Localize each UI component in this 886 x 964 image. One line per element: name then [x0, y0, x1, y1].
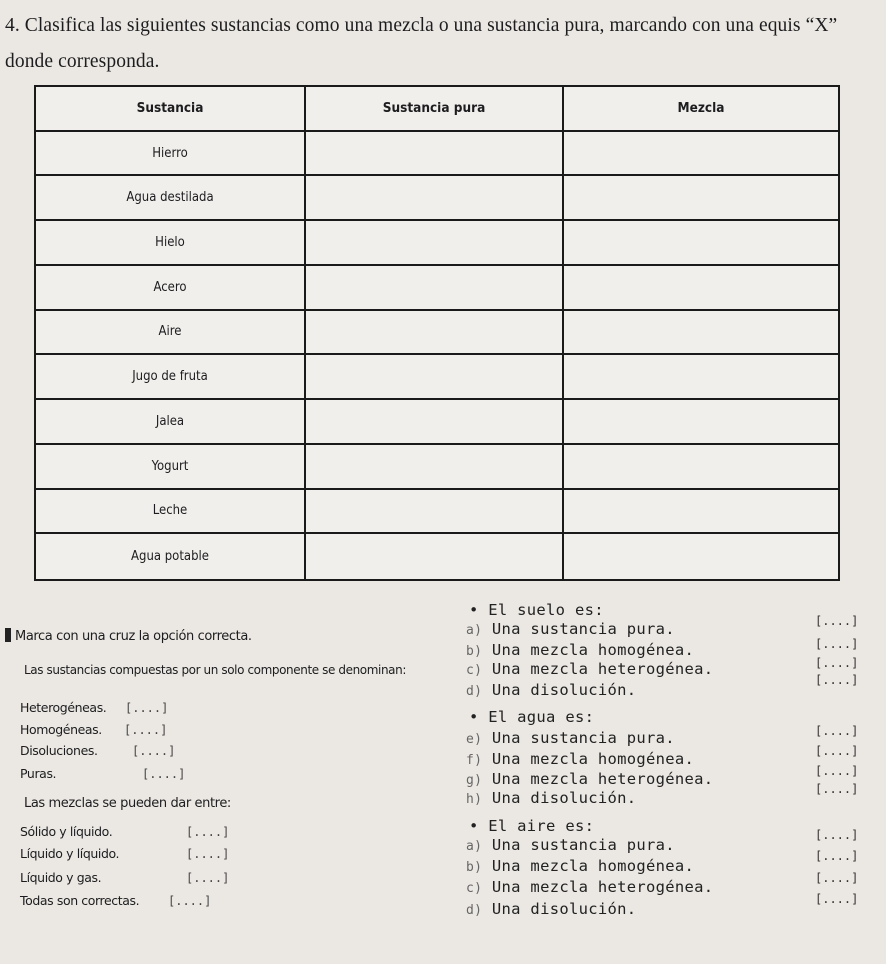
- answer-bracket[interactable]: [....]: [815, 673, 859, 687]
- right-option: a) Una sustancia pura.: [466, 620, 675, 638]
- answer-bracket[interactable]: [....]: [815, 724, 859, 738]
- row-label-yogurt: Yogurt: [36, 445, 306, 490]
- answer-bracket[interactable]: [....]: [815, 744, 859, 758]
- answer-cell-mezcla[interactable]: [564, 400, 838, 445]
- answer-bracket[interactable]: [....]: [815, 828, 859, 842]
- left-q2-option: Sólido y líquido.: [20, 824, 113, 839]
- answer-bracket[interactable]: [....]: [125, 701, 169, 715]
- answer-cell-mezcla[interactable]: [564, 266, 838, 311]
- answer-bracket[interactable]: [....]: [124, 723, 168, 737]
- left-q2-option: Todas son correctas.: [20, 893, 140, 908]
- row-label-agua-destilada: Agua destilada: [36, 176, 306, 221]
- answer-bracket[interactable]: [....]: [815, 871, 859, 885]
- left-q1-option: Disoluciones.: [20, 743, 98, 758]
- left-q2-option: Líquido y gas.: [20, 870, 102, 885]
- answer-cell-pura[interactable]: [306, 176, 564, 221]
- row-label-hierro: Hierro: [36, 132, 306, 177]
- answer-cell-mezcla[interactable]: [564, 355, 838, 400]
- answer-cell-pura[interactable]: [306, 221, 564, 266]
- answer-cell-mezcla[interactable]: [564, 534, 838, 579]
- answer-bracket[interactable]: [....]: [815, 782, 859, 796]
- answer-bracket[interactable]: [....]: [815, 656, 859, 670]
- row-label-hielo: Hielo: [36, 221, 306, 266]
- answer-bracket[interactable]: [....]: [815, 892, 859, 906]
- right-option: h) Una disolución.: [466, 789, 637, 807]
- answer-cell-pura[interactable]: [306, 355, 564, 400]
- right-option: d) Una disolución.: [466, 681, 637, 699]
- right-option: g) Una mezcla heterogénea.: [466, 770, 714, 788]
- header-sustancia: Sustancia: [36, 87, 306, 132]
- right-option: c) Una mezcla heterogénea.: [466, 878, 714, 896]
- row-label-agua-potable: Agua potable: [36, 534, 306, 579]
- right-option: d) Una disolución.: [466, 900, 637, 918]
- right-option: a) Una sustancia pura.: [466, 836, 675, 854]
- row-label-acero: Acero: [36, 266, 306, 311]
- left-q1-option: Puras.: [20, 766, 57, 781]
- answer-bracket[interactable]: [....]: [815, 849, 859, 863]
- left-instruction: Marca con una cruz la opción correcta.: [5, 628, 252, 644]
- answer-bracket[interactable]: [....]: [815, 614, 859, 628]
- answer-cell-mezcla[interactable]: [564, 176, 838, 221]
- answer-cell-pura[interactable]: [306, 132, 564, 177]
- question-title: 4. Clasifica las siguientes sustancias como una mezcla o una sustancia pura, marcando con una equis “X” donde corresponda.: [5, 15, 838, 72]
- row-label-jugo-de-fruta: Jugo de fruta: [36, 355, 306, 400]
- header-sustancia-pura: Sustancia pura: [306, 87, 564, 132]
- answer-cell-pura[interactable]: [306, 266, 564, 311]
- right-option: b) Una mezcla homogénea.: [466, 857, 695, 875]
- answer-cell-mezcla[interactable]: [564, 311, 838, 356]
- answer-bracket[interactable]: [....]: [186, 825, 230, 839]
- left-q2-option: Líquido y líquido.: [20, 846, 120, 861]
- answer-cell-pura[interactable]: [306, 534, 564, 579]
- right-option: e) Una sustancia pura.: [466, 729, 675, 747]
- answer-bracket[interactable]: [....]: [142, 767, 186, 781]
- classification-table: [34, 85, 840, 581]
- right-option: f) Una mezcla homogénea.: [466, 750, 695, 768]
- left-q1-option: Heterogéneas.: [20, 700, 107, 715]
- section-title-aire: • El aire es:: [469, 817, 595, 835]
- black-square-icon: [5, 628, 11, 642]
- answer-cell-pura[interactable]: [306, 311, 564, 356]
- right-option: c) Una mezcla heterogénea.: [466, 660, 714, 678]
- answer-cell-pura[interactable]: [306, 400, 564, 445]
- answer-cell-mezcla[interactable]: [564, 221, 838, 266]
- answer-bracket[interactable]: [....]: [815, 637, 859, 651]
- right-option: b) Una mezcla homogénea.: [466, 641, 695, 659]
- answer-bracket[interactable]: [....]: [186, 871, 230, 885]
- answer-cell-pura[interactable]: [306, 490, 564, 535]
- left-q1-option: Homogéneas.: [20, 722, 102, 737]
- answer-cell-mezcla[interactable]: [564, 132, 838, 177]
- section-title-suelo: • El suelo es:: [469, 601, 604, 619]
- answer-cell-mezcla[interactable]: [564, 445, 838, 490]
- answer-bracket[interactable]: [....]: [186, 847, 230, 861]
- answer-bracket[interactable]: [....]: [132, 744, 176, 758]
- left-q2-text: Las mezclas se pueden dar entre:: [24, 796, 231, 811]
- row-label-jalea: Jalea: [36, 400, 306, 445]
- row-label-aire: Aire: [36, 311, 306, 356]
- answer-cell-pura[interactable]: [306, 445, 564, 490]
- header-mezcla: Mezcla: [564, 87, 838, 132]
- row-label-leche: Leche: [36, 490, 306, 535]
- answer-cell-mezcla[interactable]: [564, 490, 838, 535]
- section-title-agua: • El agua es:: [469, 708, 595, 726]
- answer-bracket[interactable]: [....]: [168, 894, 212, 908]
- answer-bracket[interactable]: [....]: [815, 764, 859, 778]
- left-q1-text: Las sustancias compuestas por un solo componente se denominan:: [24, 663, 406, 677]
